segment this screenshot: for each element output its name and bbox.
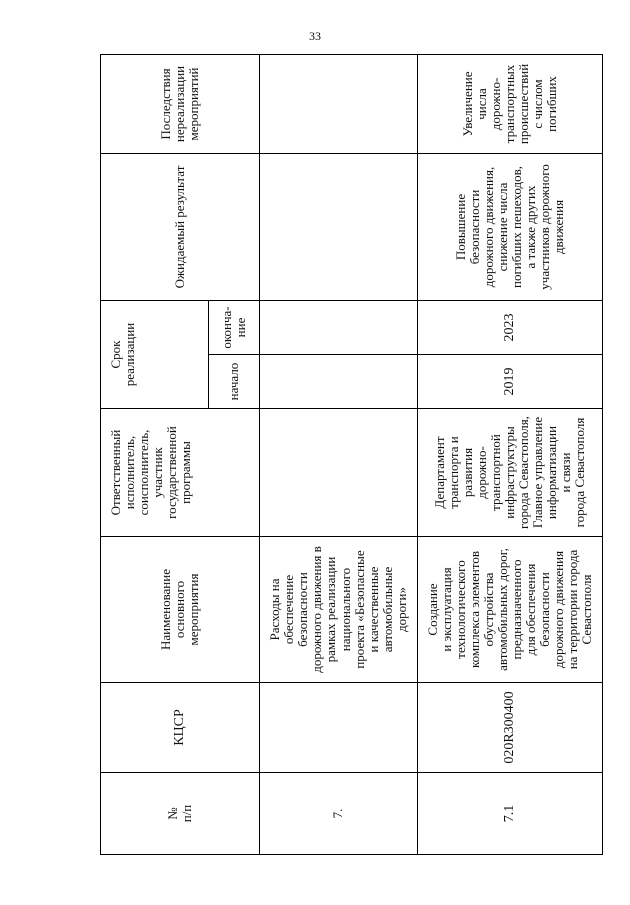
row-num: 7. bbox=[260, 773, 418, 855]
header-end: оконча- ние bbox=[209, 300, 260, 354]
program-table-rotated bbox=[100, 55, 595, 855]
row-num: 7.1 bbox=[418, 773, 603, 855]
header-name: Наименование основного мероприятия bbox=[101, 537, 260, 683]
row-start bbox=[260, 355, 418, 409]
row-result: Повышение безопасности дорожного движения, снижение числа погибших пешеходов, а также других участников дорожного движения bbox=[418, 153, 603, 300]
row-executor: Департамент транспорта и развития дорожно- транспортной инфраструктуры города Севастополя, Главное управление информатизации и связи города Севастополя bbox=[418, 409, 603, 537]
header-term: Срок реализации bbox=[101, 300, 209, 408]
row-consequences bbox=[260, 54, 418, 153]
row-name: Расходы на обеспечение безопасности дорожного движения в рамках реализации национального проекта «Безопасные и качественные автомобильные дороги» bbox=[260, 537, 418, 683]
row-kcsr: 020R300400 bbox=[418, 683, 603, 773]
header-start: начало bbox=[209, 355, 260, 409]
header-num: № п/п bbox=[101, 773, 260, 855]
header-kcsr: КЦСР bbox=[101, 683, 260, 773]
row-name: Создание и эксплуатация технологического комплекса элементов обустройства автомобильных дорог, предназначенного для обеспечения безопасности дорожного движения на территории города Севастополя bbox=[418, 537, 603, 683]
header-executor: Ответственный исполнитель, соисполнитель, участник государственной программы bbox=[101, 409, 260, 537]
row-executor bbox=[260, 409, 418, 537]
row-result bbox=[260, 153, 418, 300]
row-end: 2023 bbox=[418, 300, 603, 354]
header-row bbox=[101, 54, 209, 854]
row-consequences: Увеличение числа дорожно- транспортных происшествий с числом погибших bbox=[418, 54, 603, 153]
table-row bbox=[260, 54, 418, 854]
table-row bbox=[418, 54, 603, 854]
page-number: 33 bbox=[309, 29, 321, 43]
row-kcsr bbox=[260, 683, 418, 773]
program-table bbox=[100, 54, 603, 855]
header-result: Ожидаемый результат bbox=[101, 153, 260, 300]
row-end bbox=[260, 300, 418, 354]
row-start: 2019 bbox=[418, 355, 603, 409]
header-consequences: Последствия нереализации мероприятий bbox=[101, 54, 260, 153]
